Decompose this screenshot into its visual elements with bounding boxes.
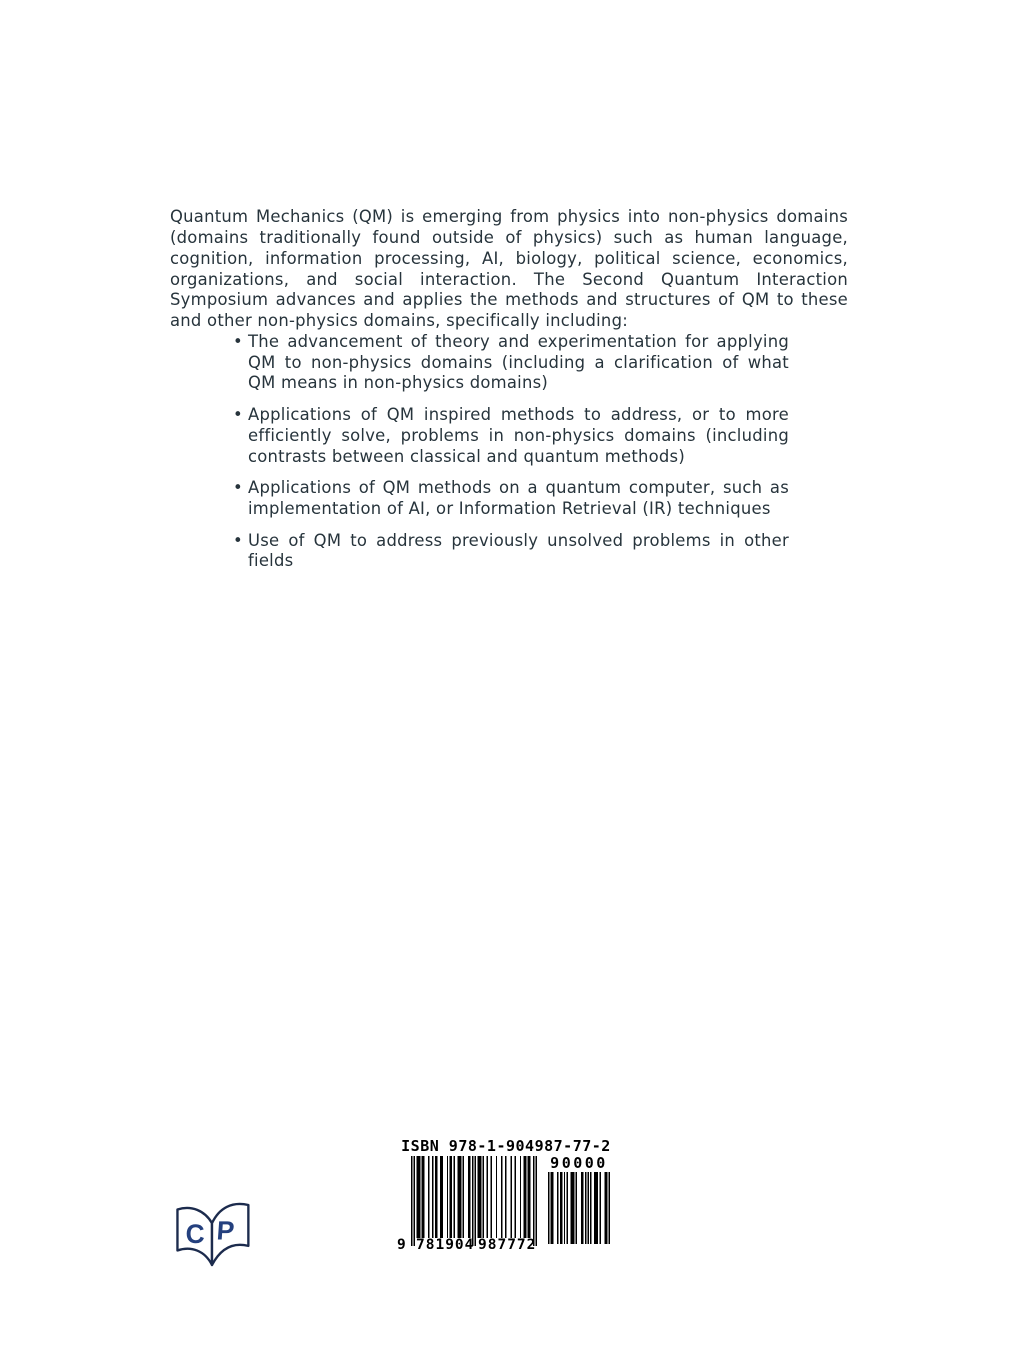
ean13-digit-group2: 987772 <box>478 1237 537 1253</box>
ean13-digit-group1: 781904 <box>416 1237 475 1253</box>
ean13-digits <box>397 1237 537 1254</box>
ean5-supplement-label: 90000 <box>550 1154 608 1172</box>
ean5-bars <box>548 1172 610 1244</box>
publisher-logo <box>165 1195 259 1275</box>
bullet-item: • The advancement of theory and experimentation for applying QM to non-physics domains (including a clarification of what QM means in non-physics domains) <box>233 332 789 394</box>
ean13-bars <box>411 1156 537 1246</box>
ean5-supplement-barcode <box>548 1156 610 1244</box>
barcode-bars-row <box>397 1156 615 1256</box>
bullet-list <box>233 332 789 583</box>
bullet-item: • Applications of QM methods on a quantum computer, such as implementation of AI, or Information Retrieval (IR) techniques <box>233 478 789 519</box>
isbn-barcode-block <box>397 1137 615 1256</box>
isbn-label: ISBN 978-1-904987-77-2 <box>401 1137 611 1155</box>
logo-letter-c: C <box>185 1219 205 1250</box>
bullet-item: • Applications of QM inspired methods to address, or to more efficiently solve, problems in non-physics domains (including contrasts between classical and quantum methods) <box>233 405 789 467</box>
synopsis-paragraph: Quantum Mechanics (QM) is emerging from physics into non-physics domains (domains traditionally found outside of physics) such as human language, cognition, information processing, AI, biology, political science, economics, organizations, and social interaction. The Second Quantum Interaction Symposium advances and applies the methods and structures of QM to these and other non-physics domains, specifically including: <box>170 207 848 330</box>
ean13-digit-prefix: 9 <box>397 1237 406 1253</box>
logo-letter-p: P <box>215 1215 236 1246</box>
bullet-item: • Use of QM to address previously unsolved problems in other fields <box>233 531 789 572</box>
open-book-logo-icon <box>165 1195 259 1275</box>
ean13-barcode <box>397 1156 537 1256</box>
